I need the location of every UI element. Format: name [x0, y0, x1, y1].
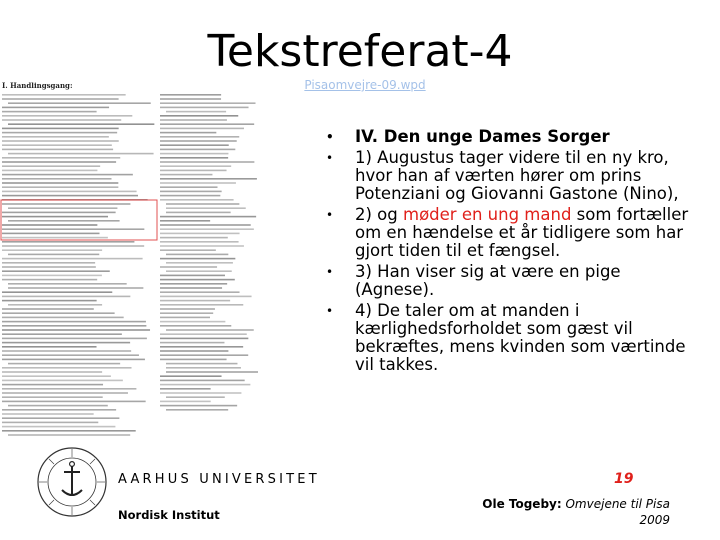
- document-text-line: [160, 401, 211, 403]
- document-text-line: [160, 191, 222, 193]
- document-text-line: [2, 178, 111, 180]
- document-text-line: [160, 333, 247, 335]
- document-text-line: [160, 178, 257, 180]
- document-text-line: [160, 170, 227, 172]
- document-text-line: [160, 304, 243, 306]
- document-text-line: [160, 157, 228, 159]
- document-text-line: [160, 123, 254, 125]
- document-text-line: [2, 128, 119, 130]
- document-heading: I. Handlingsgang:: [2, 81, 73, 90]
- document-text-line: [8, 153, 154, 155]
- document-text-line: [8, 123, 154, 125]
- document-text-line: [160, 153, 228, 155]
- document-text-line: [2, 388, 136, 390]
- document-text-line: [160, 392, 241, 394]
- document-text-line: [160, 258, 235, 260]
- document-text-line: [2, 115, 132, 117]
- document-text-line: [2, 245, 144, 247]
- document-text-line: [160, 308, 215, 310]
- document-text-line: [2, 224, 97, 226]
- document-text-line: [160, 300, 230, 302]
- document-text-line: [2, 228, 144, 230]
- document-text-line: [2, 409, 116, 411]
- slide-title: Tekstreferat-4: [207, 26, 513, 77]
- document-text-line: [160, 388, 211, 390]
- page-number: 19: [614, 471, 634, 487]
- document-text-line: [2, 371, 102, 373]
- document-text-line: [160, 384, 250, 386]
- document-text-line: [166, 212, 231, 214]
- bullet-dot-icon: •: [326, 265, 334, 279]
- document-text-line: [160, 338, 248, 340]
- bullet-item: [326, 302, 698, 374]
- document-text-line: [2, 317, 124, 319]
- document-text-line: [160, 245, 244, 247]
- document-text-line: [2, 140, 119, 142]
- document-text-line: [2, 165, 100, 167]
- document-text-line: [2, 182, 118, 184]
- document-text-line: [8, 363, 120, 365]
- document-text-line: [160, 140, 237, 142]
- document-text-line: [2, 216, 108, 218]
- document-text-line: [8, 254, 99, 256]
- document-text-line: [2, 111, 97, 113]
- document-text-line: [160, 186, 218, 188]
- document-text-line: [160, 165, 231, 167]
- document-text-line: [2, 195, 138, 197]
- document-text-line: [160, 216, 256, 218]
- bullet-dot-icon: •: [326, 304, 334, 318]
- document-text-line: [160, 98, 221, 100]
- document-text-line: [160, 220, 210, 222]
- bullet-list: [326, 128, 698, 377]
- document-text-line: [160, 128, 244, 130]
- document-text-line: [2, 258, 143, 260]
- document-text-line: [8, 220, 120, 222]
- document-text-line: [160, 279, 235, 281]
- document-text-line: [2, 296, 130, 298]
- document-text-line: [2, 119, 121, 121]
- document-text-line: [2, 300, 97, 302]
- bullet-highlight: møder en ung mand: [403, 205, 572, 224]
- document-text-line: [160, 359, 227, 361]
- document-text-line: [2, 241, 134, 243]
- document-text-line: [2, 325, 146, 327]
- document-text-line: [166, 254, 228, 256]
- document-text-line: [2, 422, 98, 424]
- document-text-line: [160, 312, 213, 314]
- bullet-dot-icon: •: [326, 151, 334, 165]
- document-text-line: [2, 291, 112, 293]
- document-text-line: [160, 321, 225, 323]
- document-text-line: [160, 115, 238, 117]
- document-text-line: [160, 182, 236, 184]
- document-text-line: [2, 262, 95, 264]
- university-name: AARHUS UNIVERSITET: [118, 472, 320, 487]
- document-text-line: [2, 279, 97, 281]
- document-text-line: [2, 333, 122, 335]
- document-text-line: [2, 354, 139, 356]
- document-text-line: [2, 312, 115, 314]
- author-name: Ole Togeby:: [482, 497, 562, 511]
- document-text-line: [2, 98, 119, 100]
- bullet-item: [326, 206, 698, 260]
- document-text-line: [2, 132, 117, 134]
- document-text-line: [160, 102, 256, 104]
- document-text-line: [160, 132, 216, 134]
- document-text-line: [2, 94, 126, 96]
- document-text-line: [166, 367, 241, 369]
- publication-year: 2009: [639, 513, 670, 527]
- document-text-line: [8, 405, 108, 407]
- document-text-line: [160, 241, 239, 243]
- document-text-line: [160, 119, 227, 121]
- document-text-line: [2, 136, 109, 138]
- document-text-line: [2, 308, 94, 310]
- document-text-line: [166, 203, 239, 205]
- document-text-line: [160, 266, 217, 268]
- document-text-line: [2, 401, 146, 403]
- author-credit: [482, 496, 670, 528]
- document-text-line: [2, 212, 116, 214]
- document-text-line: [166, 396, 225, 398]
- document-text-lines: [0, 80, 258, 442]
- document-page-thumbnail: [0, 80, 258, 442]
- document-text-line: [160, 199, 234, 201]
- document-text-line: [160, 228, 254, 230]
- document-text-line: [160, 161, 254, 163]
- document-text-line: [160, 107, 249, 109]
- document-text-line: [160, 346, 243, 348]
- document-text-line: [160, 136, 239, 138]
- document-text-line: [2, 186, 118, 188]
- document-text-line: [160, 94, 221, 96]
- document-text-line: [166, 111, 226, 113]
- document-text-line: [2, 417, 119, 419]
- document-text-line: [160, 375, 222, 377]
- document-text-line: [2, 338, 147, 340]
- book-title: Omvejene til Pisa: [565, 497, 670, 511]
- bullet-text: IV. Den unge Dames Sorger: [355, 127, 610, 146]
- document-text-line: [160, 283, 227, 285]
- document-text-line: [8, 207, 117, 209]
- document-text-line: [2, 249, 102, 251]
- bullet-text: 1) Augustus tager videre til en ny kro, hvor han af værten hører om prins Potenziani og Giovanni Gastone (Nino),: [355, 148, 679, 203]
- document-text-line: [2, 430, 136, 432]
- document-text-line: [160, 342, 224, 344]
- document-text-line: [2, 107, 109, 109]
- document-text-line: [2, 350, 131, 352]
- bullet-text: 4) De taler om at manden i kærlighedsforholdet som gæst vil bekræftes, mens kvinden som værtinde vil takkes.: [355, 301, 686, 374]
- document-text-line: [160, 287, 222, 289]
- document-text-line: [160, 224, 251, 226]
- document-text-line: [8, 287, 143, 289]
- document-text-line: [160, 174, 212, 176]
- bullet-text-pre: 2) og: [355, 205, 403, 224]
- document-text-line: [2, 161, 116, 163]
- document-text-line: [160, 237, 228, 239]
- document-text-line: [2, 270, 110, 272]
- document-text-line: [2, 144, 112, 146]
- document-text-line: [166, 270, 232, 272]
- document-text-line: [2, 413, 94, 415]
- document-text-line: [166, 363, 237, 365]
- institute-name: Nordisk Institut: [118, 508, 220, 522]
- document-text-line: [2, 237, 108, 239]
- document-text-line: [2, 342, 130, 344]
- document-text-line: [160, 325, 231, 327]
- document-text-line: [2, 170, 97, 172]
- bullet-dot-icon: •: [326, 208, 334, 222]
- document-text-line: [160, 149, 235, 151]
- bullet-text-post: som fortæller om en hændelse et år tidligere som har gjort tiden til et fængsel.: [355, 205, 689, 260]
- bullet-text: 3) Han viser sig at være en pige (Agnese).: [355, 262, 621, 299]
- document-text-line: [2, 321, 146, 323]
- document-text-line: [166, 371, 258, 373]
- document-text-line: [160, 195, 220, 197]
- document-text-line: [8, 102, 151, 104]
- document-text-line: [160, 354, 248, 356]
- document-text-line: [2, 367, 132, 369]
- document-text-line: [166, 262, 233, 264]
- document-text-line: [166, 207, 246, 209]
- bullet-item: [326, 263, 698, 299]
- document-text-line: [2, 149, 113, 151]
- document-text-line: [160, 296, 252, 298]
- bullet-item: [326, 149, 698, 203]
- document-text-line: [160, 144, 229, 146]
- document-text-line: [2, 396, 103, 398]
- document-text-line: [2, 329, 150, 331]
- document-text-line: [160, 249, 216, 251]
- document-text-line: [2, 233, 100, 235]
- document-text-line: [160, 350, 228, 352]
- document-text-line: [2, 266, 96, 268]
- document-text-line: [2, 174, 133, 176]
- document-text-line: [8, 283, 127, 285]
- document-text-line: [2, 203, 130, 205]
- document-text-line: [160, 233, 240, 235]
- document-text-line: [166, 409, 228, 411]
- document-text-line: [2, 191, 137, 193]
- document-text-line: [8, 304, 102, 306]
- document-text-line: [160, 405, 237, 407]
- document-text-line: [2, 426, 115, 428]
- document-text-line: [8, 434, 130, 436]
- document-text-line: [2, 375, 111, 377]
- document-link[interactable]: Pisaomvejre-09.wpd: [304, 78, 426, 92]
- document-text-line: [160, 291, 240, 293]
- document-text-line: [160, 275, 225, 277]
- document-text-line: [160, 380, 245, 382]
- document-text-line: [2, 359, 145, 361]
- university-seal-logo: [36, 446, 108, 518]
- bullet-item: [326, 128, 698, 146]
- bullet-dot-icon: •: [326, 130, 334, 144]
- document-text-line: [2, 346, 97, 348]
- document-text-line: [2, 384, 103, 386]
- document-text-line: [2, 392, 128, 394]
- document-text-line: [2, 275, 102, 277]
- document-text-line: [2, 380, 123, 382]
- document-text-line: [166, 329, 254, 331]
- document-text-line: [2, 157, 120, 159]
- document-text-line: [160, 317, 210, 319]
